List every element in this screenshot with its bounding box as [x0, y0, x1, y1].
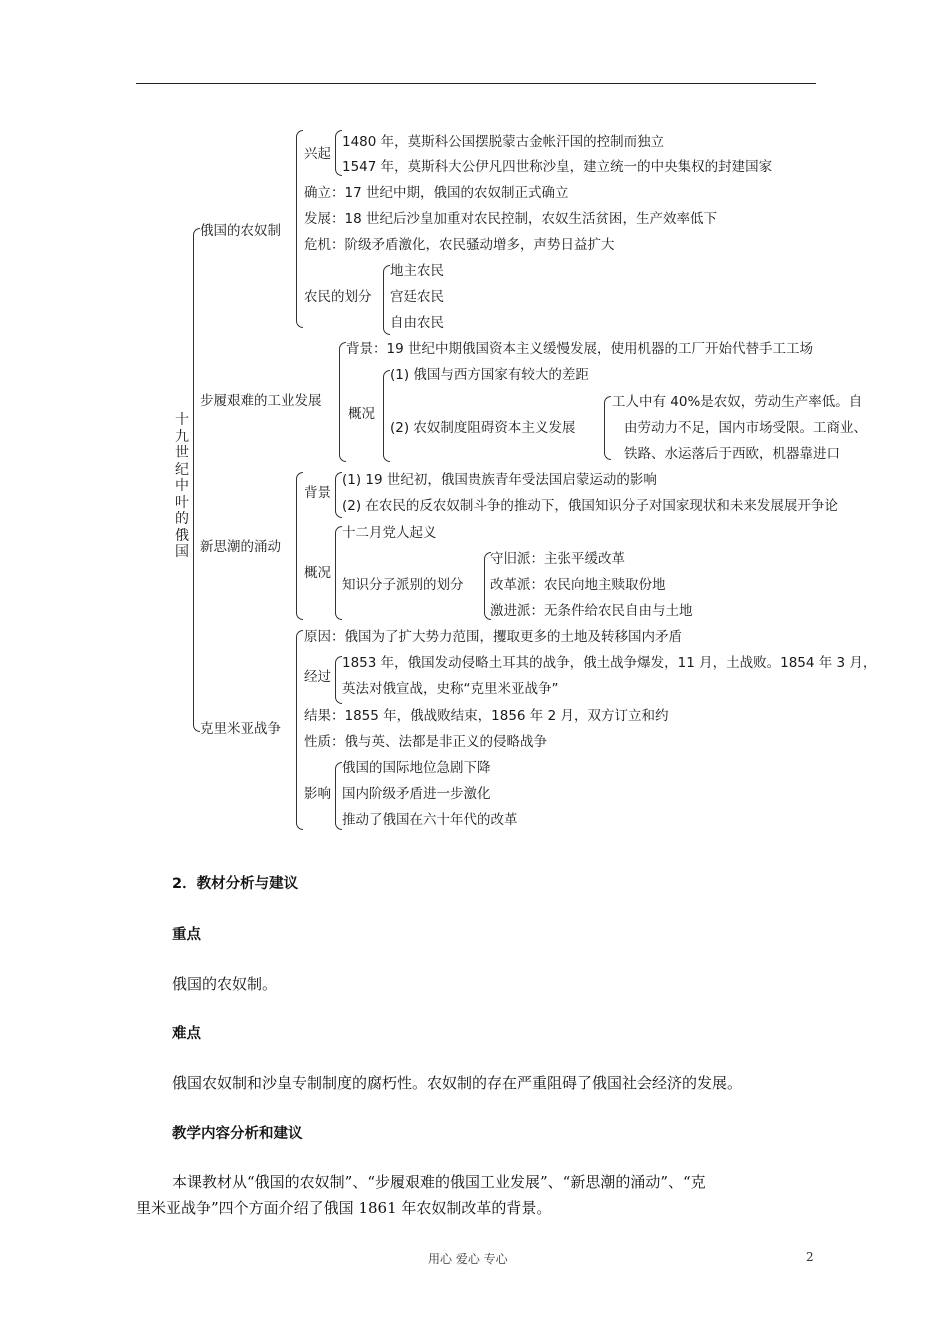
obstacle-detail-3: 铁路、水运落后于西欧，机器靠进口	[624, 446, 840, 462]
course-brace	[335, 656, 342, 704]
industry-gap: (1) 俄国与西方国家有较大的差距	[390, 367, 589, 383]
node-rise: 兴起	[304, 146, 331, 162]
node-crisis: 危机：阶级矛盾激化，农民骚动增多，声势日益扩大	[304, 237, 615, 253]
faction-2: 改革派：农民向地主赎取份地	[490, 577, 666, 593]
impact-3: 推动了俄国在六十年代的改革	[342, 812, 518, 828]
outline-root: 十九世纪中叶的俄国	[175, 412, 189, 560]
root-brace	[193, 228, 200, 732]
industry-background: 背景：19 世纪中期俄国资本主义缓慢发展，使用机器的工厂开始代替手工工场	[346, 341, 813, 357]
decembrist: 十二月党人起义	[342, 525, 437, 541]
node-industry-overview: 概况	[348, 406, 375, 422]
course-2: 英法对俄宣战，史称“克里米亚战争”	[342, 681, 559, 697]
impact-brace	[335, 762, 342, 830]
node-develop: 发展：18 世纪后沙皇加重对农民控制，农奴生活贫困，生产效率低下	[304, 211, 717, 227]
node-new-thought: 新思潮的涌动	[200, 539, 281, 555]
node-industry: 步履艰难的工业发展	[200, 393, 322, 409]
key-point-text: 俄国的农奴制。	[172, 975, 278, 993]
rise-item-1: 1480 年，莫斯科公国摆脱蒙古金帐汗国的控制而独立	[342, 134, 665, 150]
impact-2: 国内阶级矛盾进一步激化	[342, 786, 491, 802]
thought-bg-1: (1) 19 世纪初，俄国贵族青年受法国启蒙运动的影响	[342, 472, 657, 488]
difficulty-text: 俄国农奴制和沙皇专制制度的腐朽性。农奴制的存在严重阻碍了俄国社会经济的发展。	[172, 1074, 743, 1092]
industry-brace	[339, 342, 346, 462]
obstacle-detail-2: 由劳动力不足，国内市场受限。工商业、	[624, 420, 867, 436]
section-heading: 2．教材分析与建议	[172, 876, 299, 892]
rise-item-2: 1547 年，莫斯科大公伊凡四世称沙皇，建立统一的中央集权的封建国家	[342, 159, 773, 175]
node-factions: 知识分子派别的划分	[342, 577, 464, 593]
crimea-cause: 原因：俄国为了扩大势力范围，攫取更多的土地及转移国内矛盾	[304, 629, 682, 645]
obstacle-brace	[604, 396, 611, 460]
crimea-result: 结果：1855 年，俄战败结束，1856 年 2 月，双方订立和约	[304, 708, 669, 724]
analysis-heading: 教学内容分析和建议	[172, 1126, 303, 1142]
peasant-brace	[383, 265, 390, 335]
node-peasant-division: 农民的划分	[304, 289, 372, 305]
faction-3: 激进派：无条件给农民自由与土地	[490, 603, 693, 619]
peasant-item-3: 自由农民	[390, 315, 444, 331]
header-rule	[136, 83, 816, 84]
peasant-item-2: 宫廷农民	[390, 289, 444, 305]
node-thought-overview: 概况	[304, 565, 331, 581]
thought-bg-brace	[335, 472, 342, 518]
node-establish: 确立：17 世纪中期，俄国的农奴制正式确立	[304, 185, 569, 201]
analysis-line-2: 里米亚战争”四个方面介绍了俄国 1861 年农奴制改革的背景。	[136, 1199, 552, 1217]
difficulty-heading: 难点	[172, 1026, 201, 1042]
page-number: 2	[806, 1250, 814, 1264]
impact-1: 俄国的国际地位急剧下降	[342, 760, 491, 776]
node-crimea-course: 经过	[304, 669, 331, 685]
thought-bg-2: (2) 在农民的反农奴制斗争的推动下，俄国知识分子对国家现状和未来发展展开争论	[342, 498, 838, 514]
obstacle-detail-1: 工人中有 40%是农奴，劳动生产率低。自	[612, 394, 863, 410]
peasant-item-1: 地主农民	[390, 263, 444, 279]
course-1: 1853 年，俄国发动侵略土耳其的战争，俄土战争爆发，11 月，土战败。1854 年 3 月，	[342, 655, 877, 671]
crimea-nature: 性质：俄与英、法都是非正义的侵略战争	[304, 734, 547, 750]
faction-1: 守旧派：主张平缓改革	[490, 551, 625, 567]
serfdom-brace	[296, 130, 303, 328]
crimea-brace	[296, 630, 303, 830]
node-serfdom: 俄国的农奴制	[200, 223, 281, 239]
rise-brace	[335, 130, 342, 176]
thought-ov-brace	[335, 526, 342, 620]
key-point-heading: 重点	[172, 927, 201, 943]
node-crimean-war: 克里米亚战争	[200, 721, 281, 737]
footer-motto: 用心 爱心 专心	[428, 1252, 508, 1266]
node-crimea-impact: 影响	[304, 786, 331, 802]
industry-obstacle: (2) 农奴制度阻碍资本主义发展	[390, 420, 576, 436]
industry-overview-brace	[383, 370, 390, 462]
analysis-line-1: 本课教材从“俄国的农奴制”、“步履艰难的俄国工业发展”、“新思潮的涌动”、“克	[172, 1173, 706, 1191]
thought-brace	[296, 472, 303, 620]
node-thought-background: 背景	[304, 485, 331, 501]
